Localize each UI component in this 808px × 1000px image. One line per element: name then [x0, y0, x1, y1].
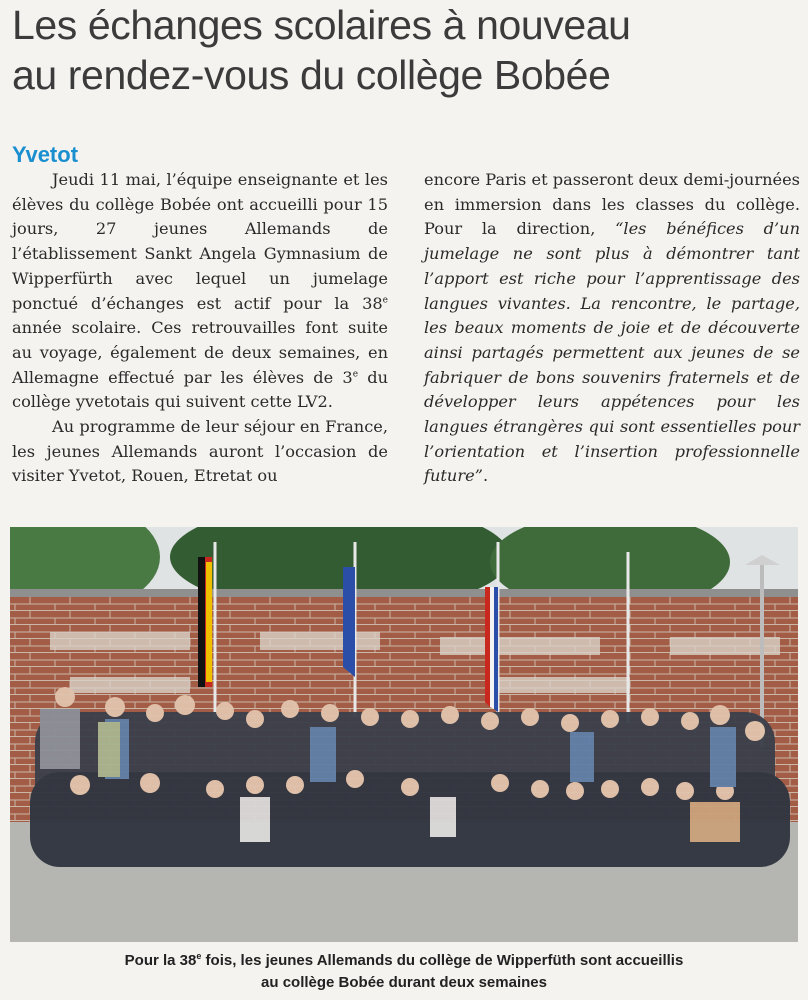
paragraph-1-part-c: du collège yvetotais qui suivent cette LV2.: [12, 367, 388, 412]
headline-line-2: au rendez-vous du collège Bobée: [12, 52, 611, 98]
caption-line-1: [0, 950, 808, 972]
superscript: e: [196, 951, 202, 961]
paragraph-1-part-a: Jeudi 11 mai, l’équipe enseignante et les élèves du collège Bobée ont accueilli pour 15 jours, 27 jeunes Allemands de l’établissement Sankt Angela Gymnasium de Wipperfürth avec lequel un jumelage ponctué d’échanges est actif pour la 38: [12, 170, 388, 313]
germany-flag: [206, 562, 212, 682]
caption-line-1-part-a: Pour la 38: [124, 952, 197, 969]
students-group: [30, 687, 790, 867]
article-column-left: [12, 142, 388, 489]
group-photo: [10, 527, 798, 942]
wall-coping: [10, 589, 798, 597]
paragraph-1: [12, 168, 388, 415]
article-column-right: [424, 168, 800, 489]
paragraph-1-part-b: année scolaire. Ces retrouvailles font suite au voyage, également de deux semaines, en Allemagne effectué par les élèves de 3: [12, 318, 388, 387]
france-flag: [494, 587, 498, 712]
eu-flag: [343, 567, 355, 677]
caption-line-2: au collège Bobée durant deux semaines: [261, 974, 547, 991]
caption-line-1-part-b: fois, les jeunes Allemands du collège de Wipperfüth sont accueillis: [201, 952, 684, 969]
superscript: e: [352, 369, 359, 380]
headline: [12, 0, 802, 100]
photo-caption: [0, 950, 808, 994]
paragraph-3-end: .: [482, 466, 489, 486]
paragraph-2: Au programme de leur séjour en France, les jeunes Allemands auront l’occasion de visiter Yvetot, Rouen, Etretat ou: [12, 417, 388, 486]
superscript: e: [382, 295, 388, 306]
paragraph-3: [424, 168, 800, 489]
direction-quote: “les bénéfices d’un jumelage ne sont plus à démontrer tant l’apport est riche pour l’apprentissage des langues vivantes. La rencontre, le partage, les beaux moments de joie et de découverte ainsi partagés permettent aux jeunes de se fabriquer de bons souvenirs fraternels et de développer leurs appétences pour les langues étrangères qui sont essentielles pour l’orientation et l’insertion professionnelle future”: [424, 219, 800, 486]
paragraph-3-text: encore Paris et passeront deux demi-journées en immersion dans les classes du collège. Pour la direction,: [424, 170, 800, 239]
headline-line-1: Les échanges scolaires à nouveau: [12, 2, 631, 48]
group-photo-illustration: [10, 527, 798, 942]
dateline: Yvetot: [12, 142, 79, 167]
